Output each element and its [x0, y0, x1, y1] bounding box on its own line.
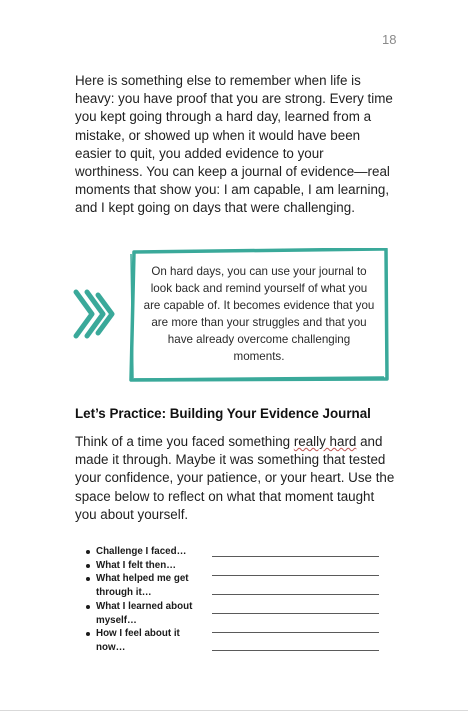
callout-text: On hard days, you can use your journal to look back and remind yourself of what you are capable of. It becomes evidence that you are more than your struggles and that you have already overcome challenging moments. [143, 265, 375, 363]
prompt-emphasis: really hard [293, 434, 357, 449]
reflection-list [96, 545, 208, 655]
writing-line[interactable] [212, 613, 379, 614]
page-number: 18 [382, 32, 397, 47]
writing-line[interactable] [212, 556, 379, 557]
prompt-part: and made it through. Maybe it was something that tested your confidence, your patience, or your heart. Use the space below to reflect on what that moment taught you about yourself. [75, 434, 395, 522]
chevrons-right-icon [70, 286, 118, 344]
list-item: How I feel about it now… [96, 627, 208, 654]
list-item: What helped me get through it… [96, 572, 208, 599]
writing-line[interactable] [212, 632, 379, 633]
list-item: What I learned about myself… [96, 600, 208, 627]
practice-prompt [75, 433, 395, 524]
writing-line[interactable] [212, 594, 379, 595]
prompt-part: Think of a time you faced something [75, 434, 294, 449]
writing-line[interactable] [212, 575, 379, 576]
page-bottom-divider [0, 710, 468, 711]
callout-box [128, 248, 390, 382]
writing-line[interactable] [212, 650, 379, 651]
section-heading: Let’s Practice: Building Your Evidence Journal [75, 406, 371, 421]
list-item: Challenge I faced… [96, 545, 208, 559]
list-item: What I felt then… [96, 559, 208, 573]
intro-paragraph: Here is something else to remember when life is heavy: you have proof that you are strong. Every time you kept going through a hard day, learned from a mistake, or showed up when it would have been easier to quit, you added evidence to your worthiness. You can keep a journal of evidence—real moments that show you: I am capable, I am learning, and I kept going on days that were challenging. [75, 73, 393, 216]
